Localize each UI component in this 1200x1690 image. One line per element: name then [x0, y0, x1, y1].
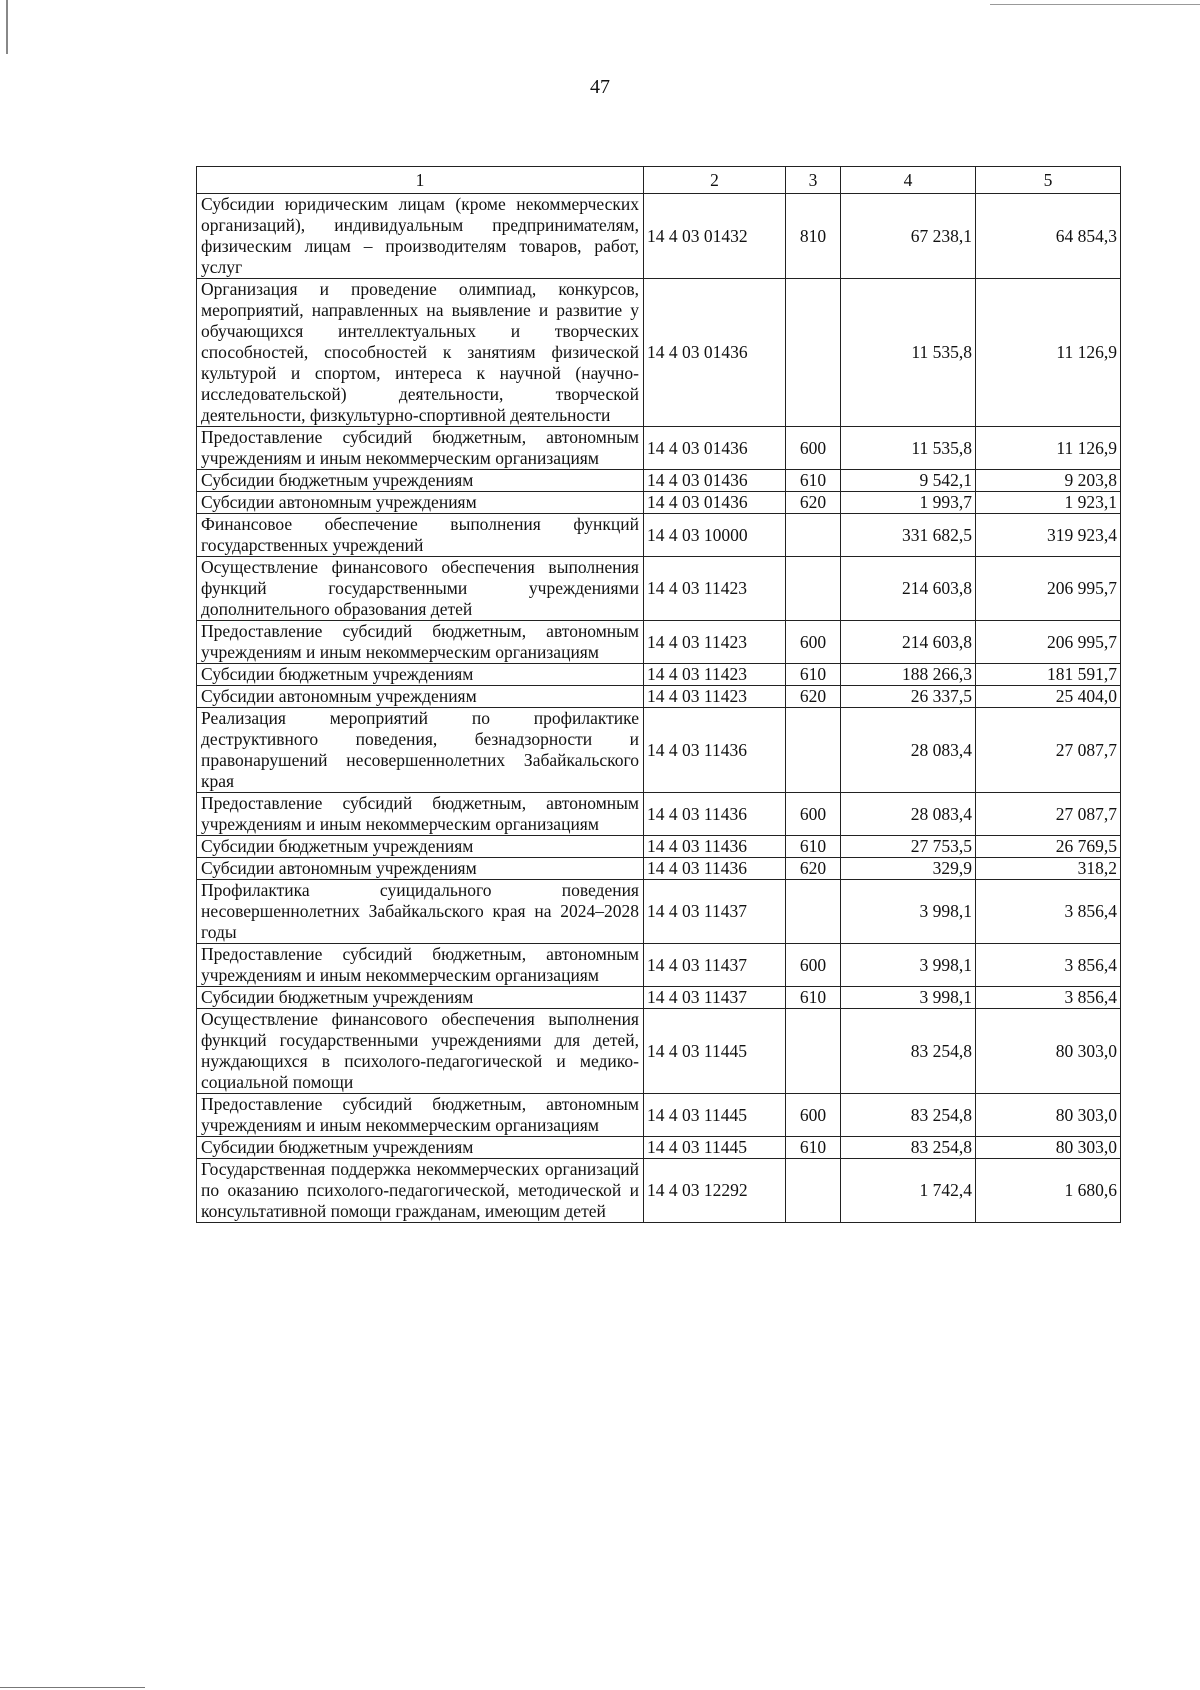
row-value-1: 3 998,1: [841, 987, 976, 1009]
row-code: 14 4 03 11437: [644, 880, 786, 944]
row-code: 14 4 03 11436: [644, 858, 786, 880]
row-expense-type: 600: [786, 793, 841, 836]
budget-table: [196, 166, 1121, 1223]
row-value-1: 331 682,5: [841, 514, 976, 557]
row-code: 14 4 03 12292: [644, 1159, 786, 1223]
table-row: [197, 557, 1121, 621]
table-row: [197, 987, 1121, 1009]
row-name: Организация и проведение олимпиад, конкурсов, мероприятий, направленных на выявление и развитие у обучающихся интеллектуальных и творческих способностей, способностей к занятиям физической культурой и спортом, интереса к научной (научно-исследовательской) деятельности, творческой деятельности, физкультурно-спортивной деятельности: [197, 279, 644, 427]
row-value-2: 11 126,9: [976, 427, 1121, 470]
column-header-value-1: 4: [841, 167, 976, 194]
row-name: Осуществление финансового обеспечения выполнения функций государственными учреждениями для детей, нуждающихся в психолого-педагогической и медико-социальной помощи: [197, 1009, 644, 1094]
row-name: Субсидии автономным учреждениям: [197, 686, 644, 708]
table-row: [197, 279, 1121, 427]
row-code: 14 4 03 11437: [644, 944, 786, 987]
row-value-1: 3 998,1: [841, 880, 976, 944]
row-code: 14 4 03 01432: [644, 194, 786, 279]
row-value-2: 64 854,3: [976, 194, 1121, 279]
row-code: 14 4 03 11423: [644, 621, 786, 664]
row-name: Субсидии автономным учреждениям: [197, 858, 644, 880]
row-expense-type: [786, 557, 841, 621]
table-row: [197, 708, 1121, 793]
row-expense-type: 600: [786, 944, 841, 987]
row-value-1: 214 603,8: [841, 557, 976, 621]
row-value-1: 1 742,4: [841, 1159, 976, 1223]
row-expense-type: 600: [786, 621, 841, 664]
row-expense-type: 600: [786, 427, 841, 470]
row-value-1: 67 238,1: [841, 194, 976, 279]
row-name: Реализация мероприятий по профилактике деструктивного поведения, безнадзорности и правонарушений несовершеннолетних Забайкальского края: [197, 708, 644, 793]
table-row: [197, 1094, 1121, 1137]
row-code: 14 4 03 10000: [644, 514, 786, 557]
row-expense-type: 610: [786, 470, 841, 492]
row-value-1: 28 083,4: [841, 793, 976, 836]
column-header-code: 2: [644, 167, 786, 194]
row-expense-type: 610: [786, 1137, 841, 1159]
row-code: 14 4 03 11423: [644, 686, 786, 708]
row-expense-type: 610: [786, 987, 841, 1009]
table-row: [197, 1009, 1121, 1094]
row-expense-type: 620: [786, 858, 841, 880]
scan-edge-line-left: [6, 0, 8, 54]
row-expense-type: [786, 1159, 841, 1223]
row-value-2: 206 995,7: [976, 621, 1121, 664]
row-name: Предоставление субсидий бюджетным, автономным учреждениям и иным некоммерческим организациям: [197, 1094, 644, 1137]
row-value-1: 329,9: [841, 858, 976, 880]
table-row: [197, 664, 1121, 686]
row-name: Финансовое обеспечение выполнения функций государственных учреждений: [197, 514, 644, 557]
row-value-2: 26 769,5: [976, 836, 1121, 858]
row-code: 14 4 03 11445: [644, 1094, 786, 1137]
row-value-2: 319 923,4: [976, 514, 1121, 557]
row-value-1: 188 266,3: [841, 664, 976, 686]
table-row: [197, 944, 1121, 987]
row-name: Предоставление субсидий бюджетным, автономным учреждениям и иным некоммерческим организациям: [197, 427, 644, 470]
table-row: [197, 492, 1121, 514]
row-value-2: 3 856,4: [976, 987, 1121, 1009]
row-value-1: 11 535,8: [841, 427, 976, 470]
table-row: [197, 686, 1121, 708]
table-row: [197, 836, 1121, 858]
row-value-1: 1 993,7: [841, 492, 976, 514]
row-expense-type: 620: [786, 492, 841, 514]
row-code: 14 4 03 01436: [644, 279, 786, 427]
row-expense-type: [786, 514, 841, 557]
row-code: 14 4 03 11437: [644, 987, 786, 1009]
row-code: 14 4 03 01436: [644, 492, 786, 514]
table-row: [197, 470, 1121, 492]
row-expense-type: [786, 1009, 841, 1094]
row-value-1: 28 083,4: [841, 708, 976, 793]
column-header-type: 3: [786, 167, 841, 194]
row-name: Профилактика суицидального поведения несовершеннолетних Забайкальского края на 2024–2028 годы: [197, 880, 644, 944]
row-value-2: 27 087,7: [976, 793, 1121, 836]
row-value-2: 80 303,0: [976, 1009, 1121, 1094]
table-row: [197, 514, 1121, 557]
row-value-1: 11 535,8: [841, 279, 976, 427]
row-value-1: 3 998,1: [841, 944, 976, 987]
row-name: Субсидии бюджетным учреждениям: [197, 836, 644, 858]
row-value-1: 214 603,8: [841, 621, 976, 664]
row-name: Субсидии бюджетным учреждениям: [197, 987, 644, 1009]
page-number: 47: [590, 76, 610, 98]
row-value-2: 9 203,8: [976, 470, 1121, 492]
row-value-1: 83 254,8: [841, 1009, 976, 1094]
row-value-2: 25 404,0: [976, 686, 1121, 708]
row-value-1: 9 542,1: [841, 470, 976, 492]
row-value-2: 1 680,6: [976, 1159, 1121, 1223]
row-expense-type: [786, 279, 841, 427]
row-code: 14 4 03 11423: [644, 557, 786, 621]
table-body: [197, 194, 1121, 1223]
table-row: [197, 1137, 1121, 1159]
row-value-2: 318,2: [976, 858, 1121, 880]
column-header-value-2: 5: [976, 167, 1121, 194]
row-name: Субсидии бюджетным учреждениям: [197, 664, 644, 686]
row-expense-type: 610: [786, 664, 841, 686]
row-code: 14 4 03 11436: [644, 708, 786, 793]
table-row: [197, 1159, 1121, 1223]
row-value-1: 83 254,8: [841, 1137, 976, 1159]
table-row: [197, 880, 1121, 944]
table-row: [197, 621, 1121, 664]
row-value-2: 27 087,7: [976, 708, 1121, 793]
row-name: Осуществление финансового обеспечения выполнения функций государственными учреждениями дополнительного образования детей: [197, 557, 644, 621]
scan-edge-line-bottom: [0, 1687, 145, 1688]
row-value-2: 3 856,4: [976, 944, 1121, 987]
row-value-2: 181 591,7: [976, 664, 1121, 686]
row-value-2: 80 303,0: [976, 1094, 1121, 1137]
row-expense-type: 620: [786, 686, 841, 708]
table-row: [197, 858, 1121, 880]
row-name: Предоставление субсидий бюджетным, автономным учреждениям и иным некоммерческим организациям: [197, 793, 644, 836]
row-expense-type: 810: [786, 194, 841, 279]
row-code: 14 4 03 11423: [644, 664, 786, 686]
row-name: Субсидии бюджетным учреждениям: [197, 470, 644, 492]
row-value-2: 3 856,4: [976, 880, 1121, 944]
row-value-2: 80 303,0: [976, 1137, 1121, 1159]
row-expense-type: 600: [786, 1094, 841, 1137]
row-expense-type: [786, 708, 841, 793]
row-code: 14 4 03 11445: [644, 1137, 786, 1159]
row-value-1: 27 753,5: [841, 836, 976, 858]
table-header-row: [197, 167, 1121, 194]
row-value-2: 11 126,9: [976, 279, 1121, 427]
row-code: 14 4 03 11436: [644, 793, 786, 836]
row-expense-type: 610: [786, 836, 841, 858]
row-code: 14 4 03 11436: [644, 836, 786, 858]
row-name: Субсидии бюджетным учреждениям: [197, 1137, 644, 1159]
row-name: Субсидии юридическим лицам (кроме некоммерческих организаций), индивидуальным предпринимателям, физическим лицам – производителям товаров, работ, услуг: [197, 194, 644, 279]
row-code: 14 4 03 01436: [644, 470, 786, 492]
row-name: Субсидии автономным учреждениям: [197, 492, 644, 514]
row-value-2: 206 995,7: [976, 557, 1121, 621]
row-code: 14 4 03 11445: [644, 1009, 786, 1094]
row-code: 14 4 03 01436: [644, 427, 786, 470]
table-row: [197, 793, 1121, 836]
row-name: Государственная поддержка некоммерческих организаций по оказанию психолого-педагогической, методической и консультативной помощи гражданам, имеющим детей: [197, 1159, 644, 1223]
row-name: Предоставление субсидий бюджетным, автономным учреждениям и иным некоммерческим организациям: [197, 944, 644, 987]
row-name: Предоставление субсидий бюджетным, автономным учреждениям и иным некоммерческим организациям: [197, 621, 644, 664]
row-value-2: 1 923,1: [976, 492, 1121, 514]
scan-edge-line-top: [990, 4, 1200, 5]
row-value-1: 83 254,8: [841, 1094, 976, 1137]
table-row: [197, 194, 1121, 279]
row-expense-type: [786, 880, 841, 944]
column-header-name: 1: [197, 167, 644, 194]
row-value-1: 26 337,5: [841, 686, 976, 708]
table-row: [197, 427, 1121, 470]
